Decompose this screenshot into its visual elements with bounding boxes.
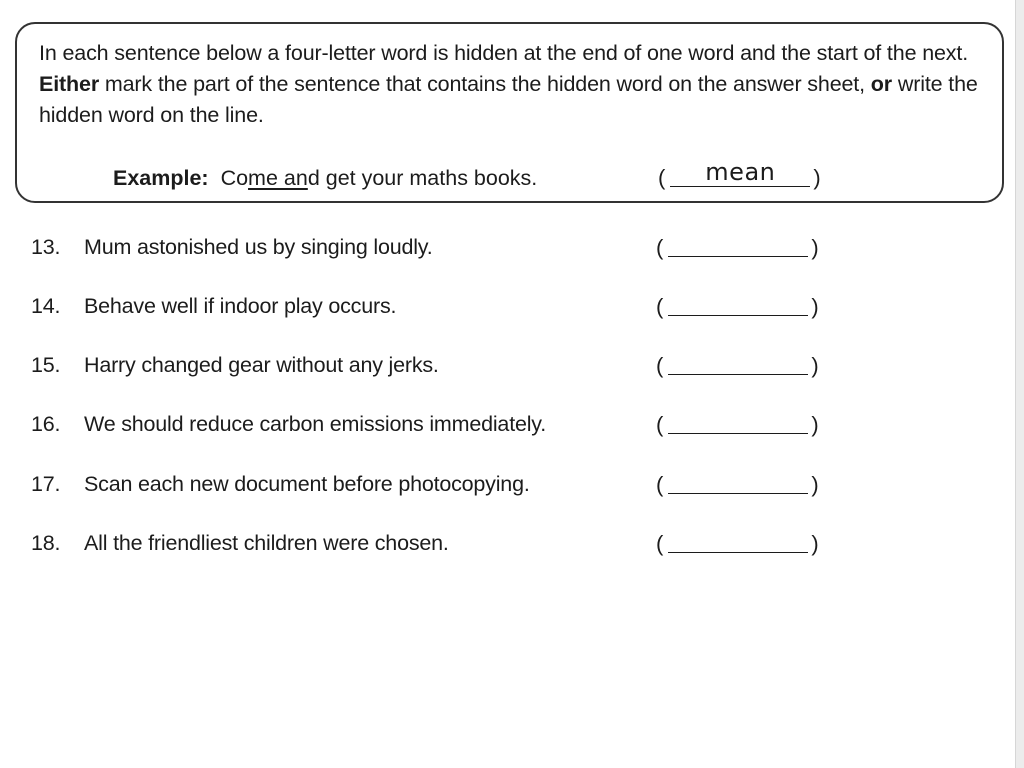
- open-bracket: (: [656, 294, 664, 319]
- question-number: 18.: [31, 531, 61, 555]
- close-bracket: ): [811, 531, 819, 556]
- answer-line-16[interactable]: [668, 411, 808, 434]
- open-bracket: (: [656, 472, 664, 497]
- question-number: 17.: [31, 472, 61, 496]
- instruction-or: or: [870, 72, 892, 96]
- instruction-box: [15, 22, 1004, 203]
- question-text: Behave well if indoor play occurs.: [84, 294, 397, 318]
- example-text-post: d get your maths books.: [307, 166, 538, 190]
- question-17: [31, 470, 530, 498]
- instruction-either: Either: [39, 72, 100, 96]
- answer-15: [656, 352, 819, 380]
- question-number: 14.: [31, 294, 61, 318]
- question-number: 16.: [31, 412, 61, 436]
- close-bracket: ): [811, 353, 819, 378]
- question-16: [31, 410, 546, 438]
- question-18: [31, 529, 449, 557]
- answer-18: [656, 530, 819, 558]
- question-text: We should reduce carbon emissions immediately.: [84, 412, 547, 436]
- example-hidden-word-mark: me an: [248, 166, 308, 190]
- question-text: All the friendliest children were chosen.: [84, 531, 449, 555]
- question-text: Scan each new document before photocopying.: [84, 472, 530, 496]
- open-bracket: (: [656, 412, 664, 437]
- answer-17: [656, 471, 819, 499]
- close-bracket: ): [811, 294, 819, 319]
- question-13: [31, 233, 433, 261]
- open-bracket: (: [656, 235, 664, 260]
- open-bracket: (: [656, 531, 664, 556]
- question-number: 13.: [31, 235, 61, 259]
- question-text: Harry changed gear without any jerks.: [84, 353, 439, 377]
- answer-16: [656, 411, 819, 439]
- answer-line-13[interactable]: [668, 234, 808, 257]
- instruction-part-2: mark the part of the sentence that contains the hidden word on the answer sheet,: [104, 72, 865, 96]
- answer-14: [656, 293, 819, 321]
- instruction-part-3: write the hidden word on the line.: [39, 72, 978, 127]
- question-text: Mum astonished us by singing loudly.: [84, 235, 433, 259]
- open-bracket: (: [658, 165, 666, 190]
- answer-line-18[interactable]: [668, 530, 808, 553]
- question-15: [31, 351, 439, 379]
- open-bracket: (: [656, 353, 664, 378]
- answer-line-14[interactable]: [668, 293, 808, 316]
- close-bracket: ): [811, 235, 819, 260]
- example-answer-line: [670, 158, 810, 187]
- example-answer-word: mean: [705, 158, 776, 186]
- example-text-pre: Co: [220, 166, 249, 190]
- close-bracket: ): [811, 412, 819, 437]
- question-number: 15.: [31, 353, 61, 377]
- close-bracket: ): [813, 165, 821, 190]
- close-bracket: ): [811, 472, 819, 497]
- viewer-edge: [1015, 0, 1024, 768]
- question-14: [31, 292, 396, 320]
- example-sentence: [113, 164, 537, 192]
- answer-line-17[interactable]: [668, 471, 808, 494]
- example-answer: [658, 158, 821, 192]
- instruction-part-1: In each sentence below a four-letter word is hidden at the end of one word and the start of the next.: [39, 41, 969, 65]
- answer-13: [656, 234, 819, 262]
- answer-line-15[interactable]: [668, 352, 808, 375]
- instruction-text: [39, 38, 989, 131]
- example-label: Example:: [113, 166, 209, 190]
